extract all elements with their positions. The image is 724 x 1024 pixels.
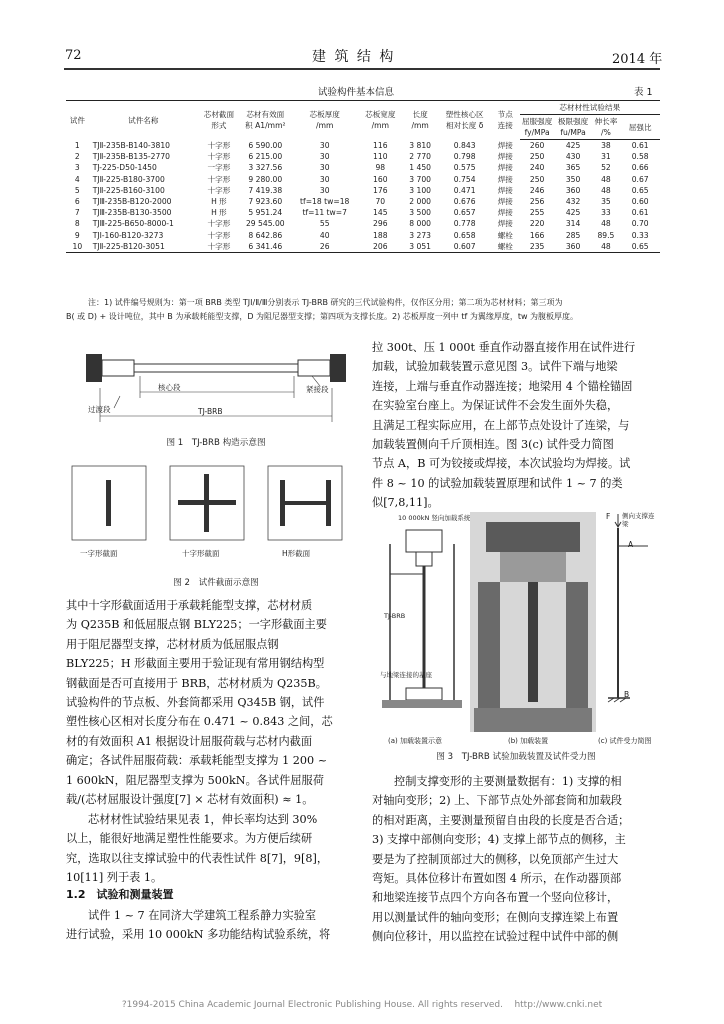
fig2-caption: 图 2 试件截面示意图 [173,578,259,588]
table-cell: 250 [529,174,545,184]
table-cell: 30 [319,140,330,150]
table-cell: 98 [375,163,386,173]
table-cell: 6 215.00 [248,152,283,162]
table-row [66,151,660,162]
th-section: 芯材截面 形式 [198,101,240,140]
table-cell: 1 450 [409,163,431,173]
table-cell: 3 500 [409,208,431,218]
table-cell: 40 [319,230,330,240]
table-cell: 3 327.56 [248,163,283,173]
th-area: 芯材有效面 积 A1/mm² [240,101,291,140]
table-cell: 365 [565,163,581,173]
th-plate-thick: 芯板厚度 /mm [291,101,359,140]
left-para-3: 试件 1 ~ 7 在同济大学建筑工程系静力实验室 进行试验，采用 10 000kN 多功能结构试验系统，将 [66,909,331,942]
copyright-footer: ?1994-2015 China Academic Journal Electronic Publishing House. All rights reserved. http://www.cnki.net [121,1000,603,1010]
table-cell: 52 [601,163,611,173]
table-cell: 0.61 [631,208,649,218]
fig1-label-transition: 过渡段 [88,405,111,414]
table-cell: 焊接 [497,152,513,162]
fig1-label-connection: 紧接段 [306,385,329,394]
table-title: 试验构件基本信息 [318,87,395,98]
table-cell: 焊接 [497,197,513,207]
table-cell: TJⅠ-160-B120-3273 [92,230,164,240]
table-cell: 256 [529,197,545,207]
section-a-plate [106,480,111,526]
table-cell: 8 642.86 [248,230,283,240]
table-cell: 235 [520,241,555,253]
table-cell: TJⅡ-225-B180-3700 [92,174,165,184]
table-cell: TJ-225-D50-1450 [92,163,157,173]
table-row [66,196,660,207]
table-row [66,241,660,253]
table-row [66,162,660,173]
fig3-label-a: A [628,540,634,549]
table-cell: 110 [373,152,388,162]
table-cell: 48 [592,241,621,253]
fig3b-photo [470,512,596,732]
table-cell: 89.5 [597,230,615,240]
fig3-sub-b: (b) 加载装置 [508,737,549,745]
table-cell: 8 [74,219,80,229]
table-row [66,140,660,152]
table-row [66,185,660,196]
base [406,688,442,700]
table-cell: 206 [359,241,402,253]
table-cell: 250 [529,152,545,162]
table-cell: 425 [565,141,581,150]
th-name: 试件名称 [89,101,198,140]
table-cell: 0.67 [631,174,649,184]
table-cell: 焊接 [497,174,513,184]
table-cell: 焊接 [497,208,513,218]
table-cell: 3 810 [409,140,431,150]
table-cell: 48 [601,174,611,184]
table-cell: 285 [565,230,581,240]
table-label: 表 1 [634,87,653,98]
th-fu: 极限强度 fu/MPa [555,115,592,140]
table-cell: 0.607 [438,241,491,253]
table-cell: 1 [74,140,80,150]
fig2-diagram [70,462,360,554]
fig3-label-b: B [624,690,630,699]
fig3-label-f: F [606,512,611,521]
table-cell: 220 [529,219,545,229]
header-rule [64,68,660,70]
table-cell: 0.65 [620,241,660,253]
right-para-2: 控制支撑变形的主要测量数据有：1) 支撑的相 对轴向变形；2) 上、下部节点处外部套筒和加载段 的相对距离，主要测量预留自由段的长度是否合适； 3) 支撑中部侧向变形；4) 支撑上部节点的侧移，主 要是为了控制顶部过大的侧移，以免顶部产生过大 弯矩。具体位移计布置如图 4 所示，在作动器顶部 和地梁连接节点四个方向各布置一个竖向位移计， 用以测量试件的轴向变形；在侧向支撑连梁上布置 侧向位移计，用以监控在试验过程中试件中部的侧 [372,775,630,944]
table-row [66,174,660,185]
th-length: 长度 /mm [402,101,438,140]
table-cell: 31 [601,152,611,162]
table-cell: TJⅢ-235B-B120-2000 [92,197,172,207]
fig1-label-total: TJ-BRB [198,407,223,416]
table-cell: 十字形 [207,185,231,195]
th-plate-width: 芯板宽度 /mm [359,101,402,140]
table-cell: 8 000 [409,219,431,229]
table-cell: 0.61 [631,141,649,150]
fig3a-diagram [376,512,466,732]
table-cell: 0.676 [453,197,476,207]
table-cell: 360 [565,185,581,195]
table-note-2: B( 或 D) + 设计吨位，其中 B 为承载耗能型支撑，D 为阻尼器型支撑；第四项为支撑长度。2) 芯板厚度一列中 tf 为翼缘厚度，tw 为腹板厚度。 [66,312,579,321]
table-cell: TJⅢ-225-B650-8000-1 [92,219,174,229]
table-cell: 314 [565,219,581,229]
fig3-label-lateral: 侧向支撑连梁 [622,512,655,528]
table-cell: 5 951.24 [248,208,283,218]
table-cell: 0.778 [453,219,476,229]
table-cell: 35 [601,197,611,207]
core-segment [134,364,298,372]
table-cell: 焊接 [497,140,513,150]
journal-title: 建 筑 结 构 [312,49,396,65]
table-cell: 7 [74,208,80,218]
table-cell: 350 [565,174,581,184]
table-cell: 3 051 [402,241,438,253]
table-note-1: 注：1) 试件编号规则为：第一项 BRB 类型 TJⅠ/Ⅱ/Ⅲ分别表示 TJ-BRB 研究的三代试验构件，仅作区分用；第二项为芯材材料；第三项为 [88,298,563,307]
table-cell: 十字形 [198,241,240,253]
th-yield-ratio: 屈强比 [620,115,660,140]
table-cell: 十字形 [207,219,231,229]
fig3-sub-c: (c) 试件受力简图 [598,737,652,745]
table-cell: 430 [565,152,581,162]
table-cell: 十字形 [207,174,231,184]
table-cell: 十字形 [207,230,231,240]
table-cell: 255 [529,208,545,218]
table-cell: 55 [319,219,330,229]
table-cell: tf=11 tw=7 [302,208,347,218]
table-cell: 一字形 [207,163,231,173]
table-cell: 6 590.00 [248,140,283,150]
table-cell: 0.33 [631,230,649,240]
table-cell: 30 [319,174,330,184]
table-cell: 432 [565,197,581,207]
table-cell: 425 [565,208,581,218]
table-cell: 176 [373,185,388,195]
table-cell: 30 [319,185,330,195]
table-cell: 33 [601,208,611,218]
table-cell: 145 [373,208,388,218]
table-cell: 6 [74,197,80,207]
table-cell: H 形 [211,197,227,207]
fig1-label-core: 核心段 [158,383,181,392]
journal-year: 2014 年 [612,52,663,67]
page-number: 72 [65,48,82,63]
fig3-label-specimen: TJ-BRB [384,612,406,620]
table-cell: 焊接 [497,185,513,195]
table-cell: 29 545.00 [245,219,285,229]
table-cell: tf=18 tw=18 [300,197,350,207]
fig2-label-c: H形截面 [282,549,311,558]
table-cell: 3 273 [409,230,431,240]
table-cell: 30 [319,163,330,173]
table-row [66,207,660,218]
table-cell: 2 000 [409,197,431,207]
table-cell: 48 [601,185,611,195]
table-cell: 0.658 [453,230,476,240]
table-cell: 26 [291,241,359,253]
table-cell: 2 [74,152,80,162]
actuator [406,530,442,552]
table-cell: 0.843 [453,140,476,150]
table-cell: 166 [529,230,545,240]
right-connection [298,360,330,376]
table-cell: 0.471 [453,185,476,195]
table-cell: 7 419.38 [248,185,283,195]
table-cell: 0.66 [631,163,649,173]
table-cell: 9 280.00 [248,174,283,184]
table-cell: 3 700 [409,174,431,184]
table-cell: TJⅡ-235B-B140-3810 [92,140,170,150]
table-cell: 6 341.46 [240,241,291,253]
table-cell: 240 [529,163,545,173]
fig3-label-actuator: 10 000kN 竖向加载系统 [398,514,471,522]
table-cell: 7 923.60 [248,197,283,207]
th-material-group: 芯材材性试验结果 [520,101,660,115]
fig3-sub-a: (a) 加载装置示意 [388,737,442,745]
table-cell: 4 [74,174,80,184]
table-cell: TJⅡ-225-B120-3051 [89,241,198,253]
left-connection [102,360,134,376]
fig1-caption: 图 1 TJ-BRB 构造示意图 [166,438,266,448]
table-cell: 0.60 [631,197,649,207]
table-cell: 螺栓 [491,241,520,253]
table-cell: 9 [74,230,80,240]
th-elong: 伸长率 /% [592,115,621,140]
table-cell: 10 [66,241,89,253]
th-ratio: 塑性核心区 相对长度 δ [438,101,491,140]
table-cell: 焊接 [497,163,513,173]
table-cell: 260 [529,141,545,150]
left-end-plate [86,354,102,382]
fig3-caption: 图 3 TJ-BRB 试验加载装置及试件受力图 [436,752,596,762]
fig3-label-base: 与地梁连接的基座 [380,671,432,679]
table-cell: 2 770 [409,152,431,162]
section-b-cross [178,500,236,505]
table-cell: TJⅡ-235B-B135-2770 [92,152,170,162]
th-no: 试件 [66,101,89,140]
table-row [66,230,660,241]
left-para-2: 芯材材性试验结果见表 1，伸长率均达到 30% 以上，能很好地满足塑性性能要求。为方便后续研 究，选取以往支撑试验中的代表性试件 8[7]，9[8]， 10[11] 列于表 1。 [66,813,329,885]
table-cell: 188 [373,230,388,240]
ground-beam [382,700,462,708]
left-para-1: 其中十字形截面适用于承载耗能型支撑，芯材材质 为 Q235B 和低屈服点钢 BLY225；一字形截面主要 用于阻尼器型支撑，芯材材质为低屈服点钢 BLY225；H 形截面主要用于验证现有常用钢结构型 钢截面是否可直接用于 BRB，芯材材质为 Q235B。 试验构件的节点板、外套筒都采用 Q345B 钢，试件 塑性核心区相对长度分布在 0.471 ~ 0.843 之间，芯 材的有效面积 A1 根据设计屈服荷载与芯材内截面 确定；各试件屈服荷载：承载耗能型支撑为 1 200 ~ 1 600kN，阻尼器型支撑为 500kN。各试件屈服荷 载/(芯材屈服设计强度[7] × 芯材有效面积) ≈ 1。 [66,599,333,807]
table-cell: 70 [375,197,386,207]
table-cell: 160 [373,174,388,184]
fig2-label-a: 一字形截面 [80,549,118,558]
table-cell: 0.58 [631,152,649,162]
section-title: 1.2 试验和测量装置 [66,888,174,901]
table-cell: 0.70 [631,219,649,229]
table-cell: 0.754 [453,174,476,184]
table-cell: 0.65 [631,185,649,195]
section-c-h [285,501,326,505]
table-cell: 3 100 [409,185,431,195]
table-cell: 焊接 [497,219,513,229]
table-cell: 0.575 [453,163,476,173]
table-cell: 38 [601,141,611,150]
table-cell: TJⅡ-225-B160-3100 [92,185,165,195]
table-row [66,218,660,229]
table-cell: 0.798 [453,152,476,162]
table-cell: 3 [74,163,80,173]
table-cell: H 形 [211,208,227,218]
table-cell: 116 [373,140,388,150]
table-cell: TJⅢ-235B-B130-3500 [92,208,172,218]
table-cell: 360 [555,241,592,253]
th-joint: 节点 连接 [491,101,520,140]
table-cell: 螺栓 [497,230,513,240]
right-para-1: 拉 300t、压 1 000t 垂直作动器直接作用在试件进行 加载，试验加载装置示意见图 3。试件下端与地梁 连接，上端与垂直作动器连接；地梁用 4 个锚栓锚固 在实验室台座上。为保证试件不会发生面外失稳， 且满足工程实际应用，在上部节点处设计了连梁，与 加载装置侧向千斤顶相连。图 3(c) 试件受力简图 节点 A，B 可为铰接或焊接，本次试验均为焊接。试 件 8 ~ 10 的试验加载装置原理和试件 1 ~ 7 的类 似[7,8,11]。 [372,341,636,510]
table-cell: 5 [74,185,80,195]
fig2-label-b: 十字形截面 [182,549,220,558]
table-cell: 十字形 [207,152,231,162]
table-cell: 30 [319,152,330,162]
table-cell: 十字形 [207,140,231,150]
th-fy: 屈服强度 fy/MPa [520,115,555,140]
right-end-plate [330,354,346,382]
table-cell: 0.657 [453,208,476,218]
table-cell: 48 [601,219,611,229]
table-cell: 296 [373,219,388,229]
specimen-table [66,100,660,253]
table-cell: 246 [529,185,545,195]
